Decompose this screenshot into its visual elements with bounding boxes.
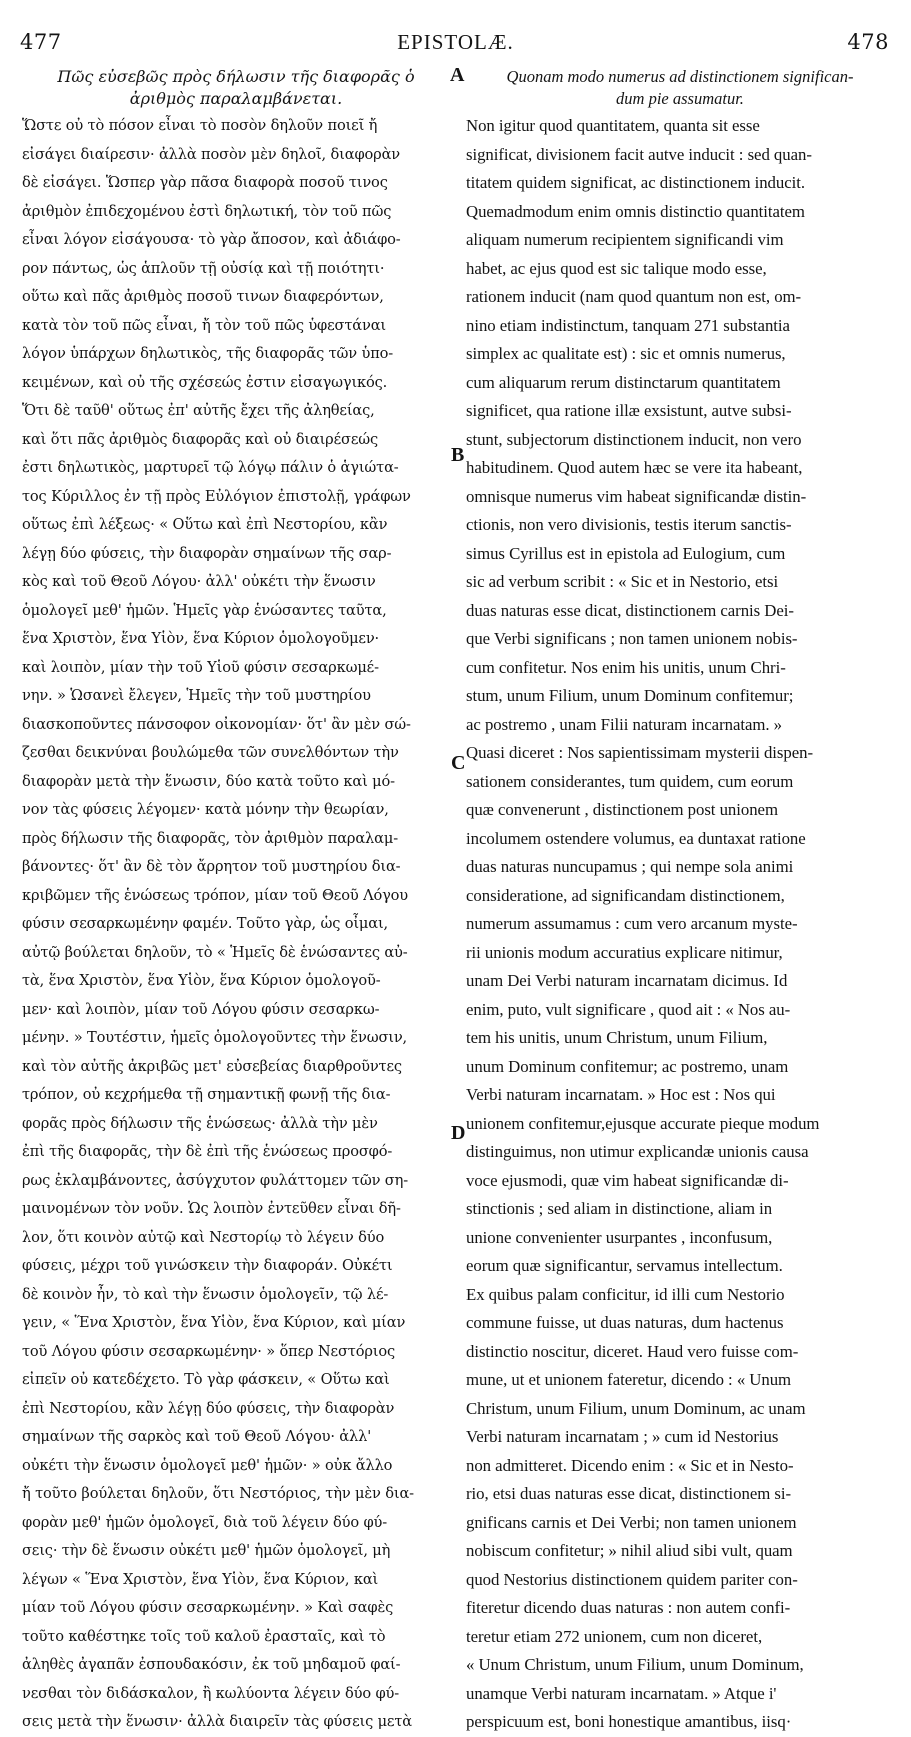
latin-text-line: fiteretur dicendo duas naturas : non autem confi- [466, 1598, 791, 1617]
greek-heading-line: Πῶς εὐσεβῶς πρὸς δήλωσιν τῆς διαφορᾶς ὁ [57, 67, 415, 86]
latin-text-line: stum, unum Filium, unum Dominum confitemur; [466, 686, 794, 705]
latin-text-line: Ex quibus palam conficitur, id illi cum Nestorio [466, 1284, 785, 1304]
latin-text-line: nobiscum confitetur; » nihil aliud sibi vult, quam [466, 1541, 793, 1560]
greek-text-line: διαφορὰν μετὰ τὴν ἕνωσιν, δύο κατὰ τοῦτο καὶ μό- [22, 772, 395, 790]
latin-text-line: non admitteret. Dicendo enim : « Sic et in Nesto- [466, 1455, 794, 1475]
greek-text-line: διασκοποῦντες πάνσοφον οἰκονομίαν· ὅτ' ἂν μὲν σώ- [22, 715, 411, 733]
greek-text-line: κριβῶμεν τῆς ἑνώσεως τρόπον, μίαν τοῦ Θεοῦ Λόγου [22, 886, 409, 904]
latin-text-line: enim, puto, vult significare , quod ait : « Nos au- [466, 999, 791, 1019]
greek-text-line: ἕνα Χριστὸν, ἕνα Υἱὸν, ἕνα Κύριον ὁμολογοῦμεν· [22, 630, 380, 647]
greek-text-line: ζεσθαι δεικνύναι βουλώμεθα τῶν συνελθόντων τὴν [22, 744, 399, 761]
latin-heading-line: dum pie assumatur. [616, 89, 744, 108]
greek-text-line: ρον πάντως, ὡς ἁπλοῦν τῇ οὐσίᾳ καὶ τῇ ποιότητι· [22, 259, 385, 277]
greek-text-line: φορᾶς πρὸς δήλωσιν τῆς ἑνώσεως· ἀλλὰ τὴν μὲν [22, 1114, 378, 1132]
greek-text-line: νον τὰς φύσεις λέγομεν· κατὰ μόνην τὴν θεωρίαν, [22, 801, 389, 818]
greek-text-line: ἐστι δηλωτικὸς, μαρτυρεῖ τῷ λόγῳ πάλιν ὁ ἁγιώτα- [22, 459, 399, 476]
greek-text-line: Ὥστε οὐ τὸ πόσον εἶναι τὸ ποσὸν δηλοῦν ποιεῖ ἤ [22, 117, 378, 134]
latin-text-line: Non igitur quod quantitatem, quanta sit esse [466, 116, 760, 135]
latin-text-line: incolumem ostendere volumus, ea duntaxat ratione [466, 828, 806, 848]
greek-text-line: ἐπὶ Νεστορίου, κἂν λέγῃ δύο φύσεις, τὴν διαφορὰν [22, 1399, 395, 1417]
latin-text-line: rationem inducit (nam quod quantum non est, om- [466, 287, 802, 306]
greek-column [22, 66, 450, 1737]
latin-text-line: voce ejusmodi, quæ vim habeat significandæ di- [466, 1170, 789, 1190]
greek-text-line: μίαν τοῦ Λόγου φύσιν σεσαρκωμένην. » Καὶ σαφὲς [22, 1599, 394, 1616]
latin-text-line: distinctio noscitur, diceret. Haud vero fuisse com- [466, 1341, 799, 1361]
greek-text-line: τοῦ Λόγου φύσιν σεσαρκωμένην· » ὅπερ Νεστόριος [22, 1342, 395, 1360]
greek-text-line: καὶ ὅτι πᾶς ἀριθμὸς διαφορᾶς καὶ οὐ διαιρέσεώς [22, 430, 379, 448]
latin-text-line: sic ad verbum scribit : « Sic et in Nestorio, etsi [466, 572, 779, 591]
greek-text-line: λέγων « Ἕνα Χριστὸν, ἕνα Υἱὸν, ἕνα Κύριον, καὶ [22, 1570, 379, 1588]
latin-text-line: duas naturas esse dicat, distinctionem carnis Dei- [466, 600, 794, 620]
latin-text-line: cum confitetur. Nos enim his unitis, unum Chri- [466, 657, 786, 677]
greek-text-line: αὐτῷ βούλεται δηλοῦν, τὸ « Ἡμεῖς δὲ ἑνώσαντες αὐ- [22, 943, 408, 961]
greek-text-line: σημαίνων τῆς σαρκὸς καὶ τοῦ Θεοῦ Λόγου· ἀλλ' [22, 1428, 372, 1445]
latin-text-line: unam Dei Verbi naturam incarnatam dicimus. Id [466, 971, 788, 990]
greek-text-line: φορὰν μεθ' ἡμῶν ὁμολογεῖ, διὰ τοῦ λέγειν δύο φύ- [22, 1513, 388, 1531]
latin-text-line: Verbi naturam incarnatam ; » cum id Nestorius [466, 1427, 779, 1446]
latin-text-line: teretur etiam 272 unionem, cum non diceret, [466, 1626, 763, 1646]
greek-text-line: οὕτω καὶ πᾶς ἀριθμὸς ποσοῦ τινων διαφερόντων, [22, 288, 384, 305]
greek-text-line: ἀριθμὸν ἐπιδεχομένου ἐστὶ δηλωτική, τὸν τοῦ πῶς [22, 202, 392, 220]
greek-text-line: εἰσάγει διαίρεσιν· ἀλλὰ ποσὸν μὲν δηλοῖ, διαφορὰν [22, 145, 401, 163]
greek-text-line: λον, ὅτι κοινὸν αὐτῷ καὶ Νεστορίῳ τὸ λέγειν δύο [22, 1228, 385, 1246]
latin-text-line: titatem quidem significat, ac distinctionem inducit. [466, 173, 806, 192]
greek-text-line: καὶ λοιπὸν, μίαν τὴν τοῦ Υἱοῦ φύσιν σεσαρκωμέ- [22, 658, 379, 676]
greek-text-line: ἀληθὲς ἀγαπᾶν ἐσπουδακόσιν, ἐκ τοῦ μηδαμοῦ φαί- [22, 1656, 401, 1673]
latin-text-line: gnificans carnis et Dei Verbi; non tamen unionem [466, 1512, 797, 1532]
greek-text-line: ὁμολογεῖ μεθ' ἡμῶν. Ἡμεῖς γὰρ ἑνώσαντες ταῦτα, [22, 601, 387, 619]
greek-text-line: ρως ἐκλαμβάνοντες, ἀσύγχυτον φυλάττομεν τῶν ση- [22, 1171, 408, 1189]
latin-text-line: ctionis, non vero divisionis, testis iterum sanctis- [466, 515, 792, 534]
margin-marker-d: D [451, 1122, 466, 1144]
greek-text-line: λέγῃ δύο φύσεις, τὴν διαφορὰν σημαίνων τῆς σαρ- [22, 544, 392, 562]
greek-text-line: καὶ τὸν αὐτῆς ἀκριβῶς μετ' εὐσεβείας διαρθροῦντες [22, 1057, 402, 1075]
latin-text-line: omnisque numerus vim habeat significandæ distin- [466, 486, 807, 506]
latin-text-line: simus Cyrillus est in epistola ad Eulogium, cum [466, 543, 786, 563]
latin-text-line: significat, divisionem facit autve inducit : sed quan- [466, 144, 812, 164]
latin-text-line: unione convenienter usurpantes , inconfusum, [466, 1227, 773, 1247]
greek-text-line: οὕτως ἐπὶ λέξεως· « Οὕτω καὶ ἐπὶ Νεστορίου, κἂν [22, 516, 388, 533]
margin-marker-c: C [451, 752, 466, 774]
latin-text-line: habitudinem. Quod autem hæc se vere ita habeant, [466, 458, 803, 477]
latin-text-line: que Verbi significans ; non tamen unionem nobis- [466, 629, 798, 648]
greek-text-line: φύσεις, μέχρι τοῦ γινώσκειν τὴν διαφοράν. Οὐκέτι [22, 1257, 393, 1274]
left-page-number: 477 [20, 30, 62, 54]
latin-text-line: quod Nestorius distinctionem quidem pariter con- [466, 1569, 798, 1589]
latin-text-line: duas naturas nuncupamus ; qui nempe sola animi [466, 857, 794, 876]
latin-text-line: consideratione, ad significandam distinctionem, [466, 885, 785, 905]
latin-text-line: commune fuisse, ut duas naturas, dum hactenus [466, 1313, 784, 1332]
greek-text-line: τοῦτο καθέστηκε τοῖς τοῦ καλοῦ ἐρασταῖς, καὶ τὸ [22, 1627, 386, 1645]
latin-text-line: Quemadmodum enim omnis distinctio quantitatem [466, 201, 805, 221]
latin-text-line: tem his unitis, unum Christum, unum Filium, [466, 1028, 768, 1047]
latin-text-line: perspicuum est, boni honestique amantibus, iisq· [466, 1712, 792, 1731]
latin-text-line: mune, ut et unionem fateretur, dicendo : « Unum [466, 1370, 792, 1389]
greek-text-line: σεις μετὰ τὴν ἕνωσιν· ἀλλὰ διαιρεῖν τὰς φύσεις μετὰ [22, 1713, 412, 1730]
greek-text-line: κατὰ τὸν τοῦ πῶς εἶναι, ἤ τὸν τοῦ πῶς ὑφεστάναι [22, 316, 386, 334]
greek-text-line: οὐκέτι τὴν ἕνωσιν ὁμολογεῖ μεθ' ἡμῶν· » οὐκ ἄλλο [22, 1456, 393, 1474]
greek-text-line: νην. » Ὡσανεὶ ἔλεγεν, Ἡμεῖς τὴν τοῦ μυστηρίου [22, 687, 371, 704]
greek-text-line: λόγον ὑπάρχων δηλωτικὸς, τῆς διαφορᾶς τῶν ὑπο- [22, 345, 394, 362]
greek-heading [22, 66, 450, 110]
greek-text-line: πρὸς δήλωσιν τῆς διαφορᾶς, τὸν ἀριθμὸν παραλαμ- [22, 829, 398, 847]
greek-text-line: γειν, « Ἕνα Χριστὸν, ἕνα Υἱὸν, ἕνα Κύριον, καὶ μίαν [22, 1314, 406, 1331]
latin-text-line: Verbi naturam incarnatam. » Hoc est : Nos qui [466, 1085, 776, 1104]
latin-text-line: rii unionis modum accuratius explicare nitimur, [466, 942, 783, 962]
latin-text-line: Quasi diceret : Nos sapientissimam mysterii dispen- [466, 743, 813, 762]
greek-text-line: μένην. » Τουτέστιν, ἡμεῖς ὁμολογοῦντες τὴν ἕνωσιν, [22, 1029, 408, 1046]
latin-text-line: significet, qua ratione illæ exsistunt, autve subsi- [466, 401, 792, 420]
latin-text-line: unionem confitemur,ejusque accurate pieque modum [466, 1113, 820, 1133]
greek-text-line: εἰπεῖν οὐ κατεδέχετο. Τὸ γὰρ φάσκειν, « Οὕτω καὶ [22, 1371, 390, 1388]
latin-text-line: rio, etsi duas naturas esse dicat, distinctionem si- [466, 1484, 792, 1503]
latin-heading [466, 66, 894, 110]
latin-text-line: nino etiam indistinctum, tanquam 271 substantia [466, 315, 790, 335]
greek-text-line: δὲ κοινὸν ἦν, τὸ καὶ τὴν ἕνωσιν ὁμολογεῖν, τῷ λέ- [22, 1285, 389, 1303]
greek-text-line: δὲ εἰσάγει. Ὥσπερ γὰρ πᾶσα διαφορὰ ποσοῦ τινος [22, 174, 388, 191]
page-header [0, 30, 911, 60]
margin-marker-a: A [450, 64, 465, 86]
latin-text-line: numerum assumamus : cum vero arcanum myste- [466, 914, 798, 933]
latin-heading-line: Quonam modo numerus ad distinctionem significan- [506, 67, 854, 86]
latin-text-line: eorum quæ significantur, servamus intellectum. [466, 1256, 783, 1275]
latin-text-line: simplex ac qualitate est) : sic et omnis numerus, [466, 344, 786, 363]
greek-text-line: τὰ, ἕνα Χριστὸν, ἕνα Υἱὸν, ἕνα Κύριον ὁμολογοῦ- [22, 972, 381, 989]
greek-text-line: μεν· καὶ λοιπὸν, μίαν τοῦ Λόγου φύσιν σεσαρκω- [22, 1000, 380, 1018]
latin-text-line: cum aliquarum rerum distinctarum quantitatem [466, 372, 781, 392]
latin-text-line: ac postremo , unam Filii naturam incarnatam. » [466, 714, 782, 734]
latin-text-body [466, 112, 894, 1737]
latin-text-line: stinctionis ; sed aliam in distinctione, aliam in [466, 1199, 773, 1218]
latin-text-line: Christum, unum Filium, unum Dominum, ac unam [466, 1398, 806, 1418]
greek-text-line: τρόπον, οὐ κεχρήμεθα τῇ σημαντικῇ φωνῇ τῆς δια- [22, 1086, 391, 1103]
greek-text-line: σεις· τὴν δὲ ἕνωσιν οὐκέτι μεθ' ἡμῶν ὁμολογεῖ, μὴ [22, 1542, 391, 1559]
latin-text-line: « Unum Christum, unum Filium, unum Dominum, [466, 1655, 804, 1674]
latin-text-line: unum Dominum confitemur; ac postremo, unam [466, 1056, 789, 1076]
latin-column [466, 66, 894, 1737]
latin-text-line: distinguimus, non utimur explicandæ unionis causa [466, 1142, 809, 1161]
greek-heading-line: ἀριθμὸς παραλαμβάνεται. [129, 89, 343, 108]
latin-text-line: unamque Verbi naturam incarnatam. » Atque i' [466, 1683, 777, 1703]
greek-text-line: κὸς καὶ τοῦ Θεοῦ Λόγου· ἀλλ' οὐκέτι τὴν ἕνωσιν [22, 573, 376, 590]
greek-text-line: κειμένων, καὶ οὐ τῆς σχέσεώς ἐστιν εἰσαγωγικός. [22, 373, 388, 391]
running-title: EPISTOLÆ. [397, 30, 514, 54]
right-page-number: 478 [847, 30, 889, 54]
latin-text-line: sationem considerantes, tum quidem, cum eorum [466, 771, 794, 791]
greek-text-line: ἐπὶ τῆς διαφορᾶς, τὴν δὲ ἐπὶ τῆς ἑνώσεως προσφό- [22, 1143, 393, 1160]
greek-text-line: βάνοντες· ὅτ' ἂν δὲ τὸν ἄρρητον τοῦ μυστηρίου δια- [22, 858, 401, 875]
latin-text-line: aliquam numerum recipientem significandi vim [466, 230, 784, 249]
greek-text-line: Ὅτι δὲ ταῦθ' οὕτως ἐπ' αὐτῆς ἔχει τῆς ἀληθείας, [22, 402, 375, 419]
latin-text-line: habet, ac ejus quod est sic talique modo esse, [466, 258, 767, 278]
greek-text-line: φύσιν σεσαρκωμένην φαμέν. Τοῦτο γὰρ, ὡς οἶμαι, [22, 915, 389, 932]
latin-text-line: stunt, subjectorum distinctionem inducit, non vero [466, 429, 802, 449]
greek-text-line: ἤ τοῦτο βούλεται δηλοῦν, ὅτι Νεστόριος, τὴν μὲν δια- [22, 1485, 414, 1502]
greek-text-line: νεσθαι τὸν διδάσκαλον, ἢ κωλύοντα λέγειν δύο φύ- [22, 1684, 400, 1702]
latin-text-line: quæ convenerunt , distinctionem post unionem [466, 800, 778, 819]
margin-marker-b: B [451, 444, 465, 466]
greek-text-line: μαινομένων τὸν νοῦν. Ὡς λοιπὸν ἐντεῦθεν εἶναι δῆ- [22, 1200, 401, 1217]
greek-text-line: τος Κύριλλος ἐν τῇ πρὸς Εὐλόγιον ἐπιστολῇ, γράφων [22, 487, 411, 505]
greek-text-line: εἶναι λόγον εἰσάγουσα· τὸ γὰρ ἄποσον, καὶ ἀδιάφο- [22, 231, 401, 248]
greek-text-body [22, 112, 450, 1737]
